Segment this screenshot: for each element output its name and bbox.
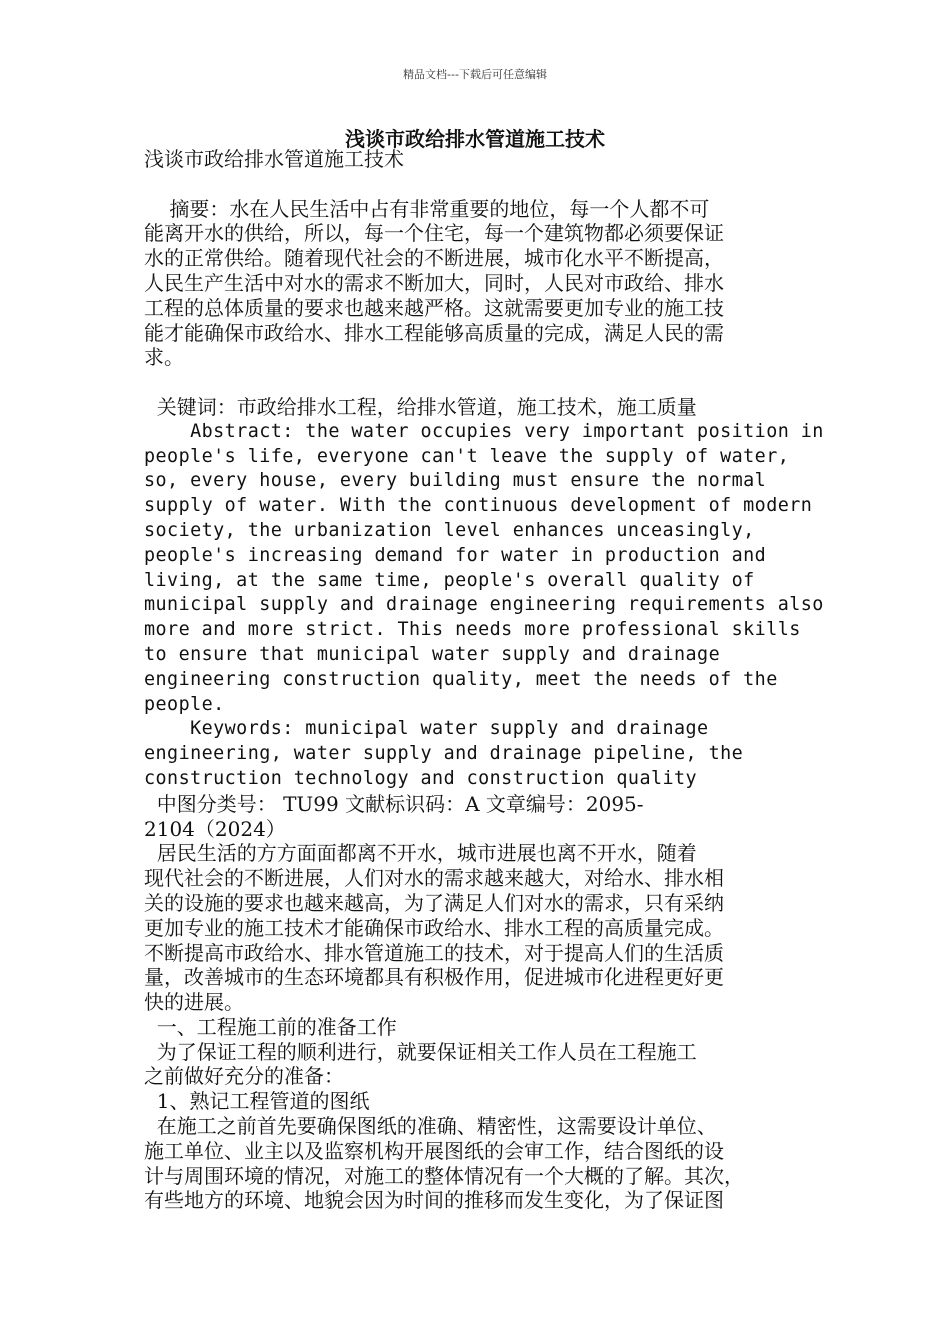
document-subtitle: 浅谈市政给排水管道施工技术	[144, 147, 404, 171]
abstract-cn-line: 能才能确保市政给水、排水工程能够高质量的完成，满足人民的需	[144, 320, 724, 345]
subsection-paragraph	[144, 1114, 810, 1213]
document-body	[144, 147, 824, 1213]
section-heading: 一、工程施工前的准备工作	[144, 1014, 397, 1039]
subsection-line: 施工单位、业主以及监察机构开展图纸的会审工作，结合图纸的设	[144, 1138, 724, 1163]
section-paragraph	[144, 1040, 810, 1090]
classification-line: 2104（2024）	[144, 816, 286, 841]
abstract-en-line: to ensure that municipal water supply and drainage	[144, 643, 721, 665]
abstract-en-line: supply of water. With the continuous development of modern	[144, 495, 813, 517]
abstract-en-line: engineering construction quality, meet the needs of the	[144, 668, 778, 690]
abstract-en-line: Abstract: the water occupies very important position in	[144, 420, 824, 442]
abstract-cn-line: 水的正常供给。随着现代社会的不断进展，城市化水平不断提高，	[144, 246, 724, 271]
intro-line: 更加专业的施工技术才能确保市政给水、排水工程的高质量完成。	[144, 915, 724, 940]
abstract-en-line: living, at the same time, people's overall quality of	[144, 569, 755, 591]
abstract-en-line: municipal supply and drainage engineering requirements also	[144, 594, 824, 616]
intro-paragraph	[144, 841, 810, 1015]
abstract-en	[144, 420, 824, 718]
keywords-en-line: engineering, water supply and drainage pipeline, the	[144, 743, 744, 765]
document-title: 浅谈市政给排水管道施工技术	[345, 127, 605, 151]
abstract-cn-line: 求。	[144, 345, 184, 370]
abstract-en-line: people.	[144, 693, 225, 715]
intro-line: 居民生活的方方面面都离不开水，城市进展也离不开水，随着	[144, 841, 697, 866]
classification	[144, 792, 810, 842]
abstract-cn	[144, 197, 810, 371]
blank-line	[144, 370, 810, 395]
intro-line: 现代社会的不断进展，人们对水的需求越来越大，对给水、排水相	[144, 866, 724, 891]
header-note: 精品文档---下载后可任意编辑	[403, 68, 547, 81]
abstract-en-line: people's life, everyone can't leave the supply of water,	[144, 445, 790, 467]
intro-line: 量，改善城市的生态环境都具有积极作用，促进城市化进程更好更	[144, 965, 724, 990]
abstract-en-line: society, the urbanization level enhances unceasingly,	[144, 519, 755, 541]
section-line: 为了保证工程的顺利进行，就要保证相关工作人员在工程施工	[144, 1039, 697, 1064]
intro-line: 关的设施的要求也越来越高，为了满足人们对水的需求，只有采纳	[144, 890, 724, 915]
abstract-cn-line: 工程的总体质量的要求也越来越严格。这就需要更加专业的施工技	[144, 295, 724, 320]
abstract-en-line: people's increasing demand for water in production and	[144, 544, 767, 566]
abstract-cn-line: 人民生产生活中对水的需求不断加大，同时，人民对市政给、排水	[144, 270, 724, 295]
abstract-cn-line: 摘要：水在人民生活中占有非常重要的地位，每一个人都不可	[144, 196, 710, 221]
keywords-en-line: construction technology and construction quality	[144, 767, 698, 789]
keywords-en-line: Keywords: municipal water supply and drainage	[144, 718, 709, 740]
classification-line: 中图分类号： TU99 文献标识码：A 文章编号：2095-	[144, 791, 644, 816]
keywords-en	[144, 717, 810, 791]
blank-line	[144, 172, 810, 197]
subsection-heading: 1、熟记工程管道的图纸	[144, 1089, 370, 1114]
subsection-line: 计与周围环境的情况，对施工的整体情况有一个大概的了解。其次，	[144, 1163, 744, 1188]
intro-line: 快的进展。	[144, 990, 244, 1015]
abstract-cn-line: 能离开水的供给，所以，每一个住宅，每一个建筑物都必须要保证	[144, 221, 724, 246]
subsection-line: 有些地方的环境、地貌会因为时间的推移而发生变化，为了保证图	[144, 1188, 724, 1213]
abstract-en-line: more and more strict. This needs more professional skills	[144, 619, 801, 641]
subsection-line: 在施工之前首先要确保图纸的准确、精密性，这需要设计单位、	[144, 1114, 717, 1139]
intro-line: 不断提高市政给水、排水管道施工的技术，对于提高人们的生活质	[144, 940, 724, 965]
keywords-cn: 关键词：市政给排水工程，给排水管道，施工技术，施工质量	[144, 394, 697, 419]
section-line: 之前做好充分的准备：	[144, 1064, 344, 1089]
abstract-en-line: so, every house, every building must ensure the normal	[144, 470, 767, 492]
